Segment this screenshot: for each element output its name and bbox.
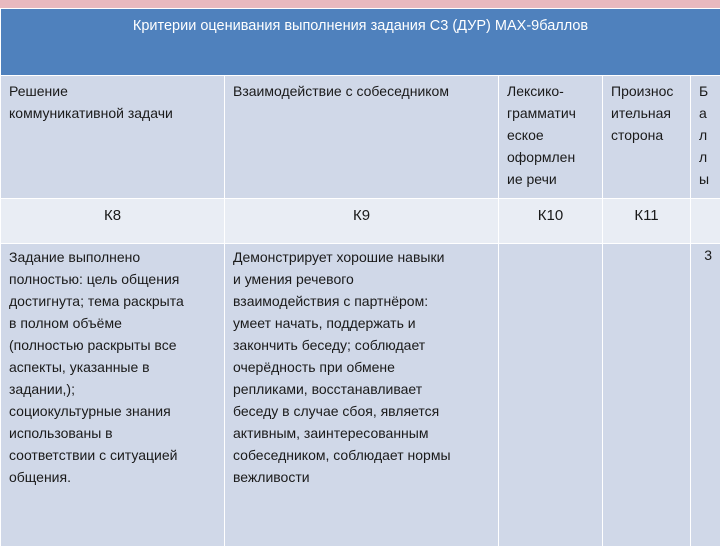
table-title: Критерии оценивания выполнения задания С3 (ДУР) МАХ-9баллов [1, 9, 720, 76]
title-row [1, 9, 720, 76]
criteria-code-row [1, 199, 720, 244]
criteria-table [0, 8, 720, 547]
header-interaction: Взаимодействие с собеседником [225, 76, 499, 199]
header-lexico-grammar: Лексико- грамматич еское оформлен ие речи [499, 76, 603, 199]
description-communicative-task: Задание выполнено полностью: цель общения достигнута; тема раскрыта в полном объёме (полностью раскрыты все аспекты, указанные в задании,); социокультурные знания использованы в соответствии с ситуацией общения. [1, 244, 225, 547]
code-k8: К8 [1, 199, 225, 244]
code-k10: К10 [499, 199, 603, 244]
header-points: Б а л л ы [691, 76, 720, 199]
description-lexico-grammar [499, 244, 603, 547]
column-header-row [1, 76, 720, 199]
header-communicative-task: Решение коммуникативной задачи [1, 76, 225, 199]
description-pronunciation [603, 244, 691, 547]
top-accent-line [0, 0, 720, 8]
code-k9: К9 [225, 199, 499, 244]
header-pronunciation: Произнос ительная сторона [603, 76, 691, 199]
code-k11: К11 [603, 199, 691, 244]
points-value: 3 [691, 244, 720, 547]
code-points [691, 199, 720, 244]
criteria-description-row [1, 244, 720, 547]
description-interaction: Демонстрирует хорошие навыки и умения речевого взаимодействия с партнёром: умеет начать, поддержать и закончить беседу; соблюдает очерёдность при обмене репликами, восстанавливает беседу в случае сбоя, является активным, заинтересованным собеседником, соблюдает нормы вежливости [225, 244, 499, 547]
